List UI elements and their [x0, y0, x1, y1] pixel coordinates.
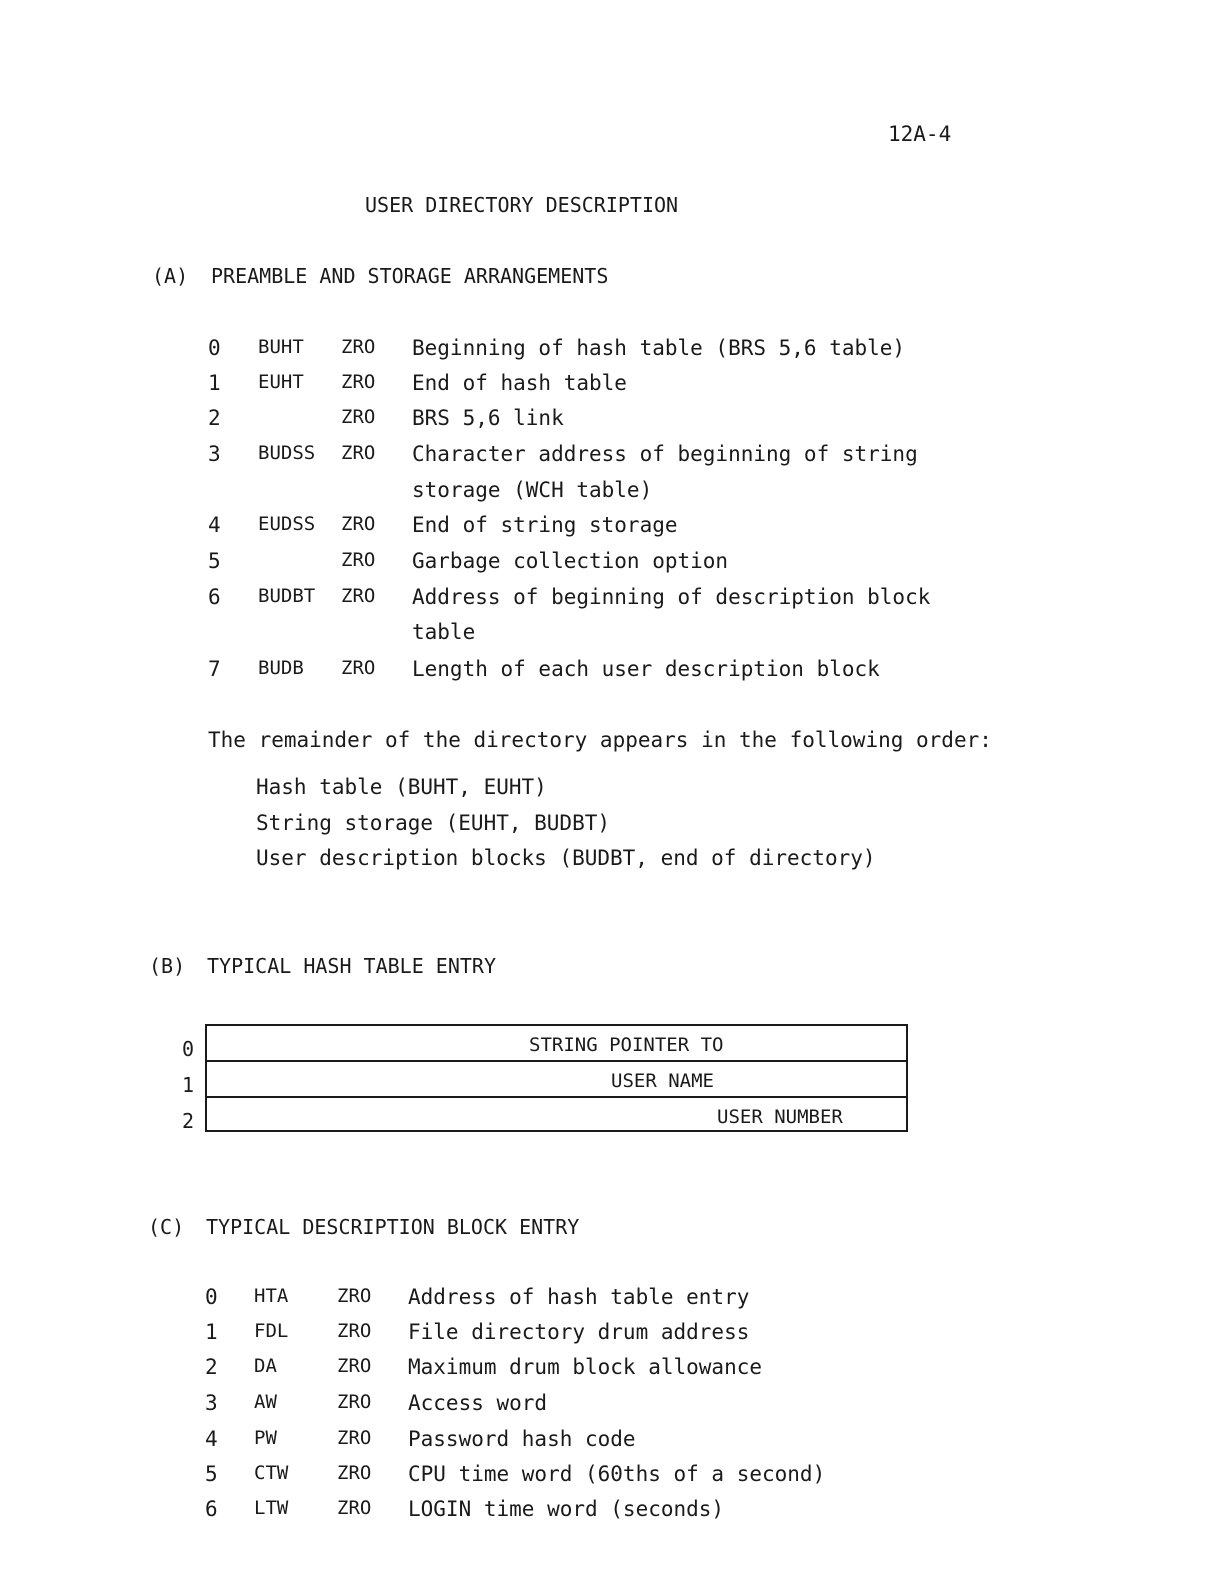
row-symbol: AW	[254, 1391, 277, 1413]
row-operation: ZRO	[337, 1497, 372, 1519]
remainder-item: User description blocks (BUDBT, end of directory)	[256, 846, 876, 870]
row-symbol: HTA	[254, 1285, 289, 1307]
hash-word-text: STRING POINTER TO	[529, 1034, 724, 1056]
row-symbol: EUDSS	[258, 513, 316, 535]
row-symbol: PW	[254, 1427, 277, 1449]
preamble-row	[0, 513, 1224, 549]
row-index: 5	[208, 549, 221, 573]
row-operation: ZRO	[341, 513, 376, 535]
row-operation: ZRO	[337, 1320, 372, 1342]
hash-table-entry-diagram	[205, 1024, 908, 1132]
row-description: BRS 5,6 link	[412, 406, 564, 430]
row-symbol: BUDBT	[258, 585, 316, 607]
description-block-row	[0, 1462, 1224, 1498]
row-description: Password hash code	[408, 1427, 636, 1451]
hash-row-index: 0	[182, 1037, 195, 1061]
row-description: Address of beginning of description block	[412, 585, 931, 609]
row-description: table	[412, 620, 476, 644]
row-index: 4	[205, 1427, 218, 1451]
section-a-heading: PREAMBLE AND STORAGE ARRANGEMENTS	[211, 264, 609, 288]
preamble-row	[0, 336, 1224, 372]
preamble-row-continuation	[0, 620, 1224, 656]
row-symbol: CTW	[254, 1462, 289, 1484]
row-index: 6	[205, 1497, 218, 1521]
row-description: Maximum drum block allowance	[408, 1355, 763, 1379]
description-block-row	[0, 1497, 1224, 1533]
row-description: Beginning of hash table (BRS 5,6 table)	[412, 336, 906, 360]
row-index: 1	[208, 371, 221, 395]
section-b-heading: TYPICAL HASH TABLE ENTRY	[207, 954, 496, 978]
description-block-row	[0, 1285, 1224, 1321]
row-index: 3	[208, 442, 221, 466]
row-description: End of string storage	[412, 513, 678, 537]
page-number: 12A-4	[888, 122, 952, 146]
hash-row-index: 2	[182, 1109, 195, 1133]
row-description: End of hash table	[412, 371, 627, 395]
row-operation: ZRO	[337, 1462, 372, 1484]
row-operation: ZRO	[337, 1427, 372, 1449]
row-symbol: FDL	[254, 1320, 289, 1342]
row-description: Access word	[408, 1391, 548, 1415]
row-description: Character address of beginning of string	[412, 442, 918, 466]
row-operation: ZRO	[341, 406, 376, 428]
row-operation: ZRO	[337, 1355, 372, 1377]
remainder-intro: The remainder of the directory appears in the following order:	[208, 728, 992, 752]
remainder-item: String storage (EUHT, BUDBT)	[256, 811, 611, 835]
row-description: File directory drum address	[408, 1320, 750, 1344]
description-block-row	[0, 1427, 1224, 1463]
row-index: 0	[208, 336, 221, 360]
preamble-row	[0, 585, 1224, 621]
preamble-row	[0, 442, 1224, 478]
row-symbol: DA	[254, 1355, 277, 1377]
preamble-row	[0, 406, 1224, 442]
row-description: CPU time word (60ths of a second)	[408, 1462, 826, 1486]
row-symbol: BUHT	[258, 336, 304, 358]
description-block-row	[0, 1320, 1224, 1356]
row-index: 5	[205, 1462, 218, 1486]
row-index: 0	[205, 1285, 218, 1309]
row-operation: ZRO	[341, 657, 376, 679]
row-description: Length of each user description block	[412, 657, 880, 681]
row-operation: ZRO	[341, 585, 376, 607]
description-block-row	[0, 1355, 1224, 1391]
row-operation: ZRO	[341, 371, 376, 393]
row-index: 2	[205, 1355, 218, 1379]
preamble-row	[0, 371, 1224, 407]
row-description: Garbage collection option	[412, 549, 729, 573]
row-operation: ZRO	[337, 1285, 372, 1307]
row-operation: ZRO	[341, 336, 376, 358]
row-symbol: BUDSS	[258, 442, 316, 464]
hash-row-index: 1	[182, 1073, 195, 1097]
hash-table-word	[207, 1026, 906, 1062]
row-index: 6	[208, 585, 221, 609]
row-index: 3	[205, 1391, 218, 1415]
document-title: USER DIRECTORY DESCRIPTION	[365, 193, 679, 217]
row-description: storage (WCH table)	[412, 478, 653, 502]
row-symbol: EUHT	[258, 371, 304, 393]
row-index: 7	[208, 657, 221, 681]
remainder-item: Hash table (BUHT, EUHT)	[256, 775, 547, 799]
section-a-label: (A)	[152, 264, 189, 288]
preamble-row-continuation	[0, 478, 1224, 514]
description-block-row	[0, 1391, 1224, 1427]
row-operation: ZRO	[341, 442, 376, 464]
preamble-row	[0, 657, 1224, 693]
section-c-label: (C)	[148, 1215, 185, 1239]
row-index: 1	[205, 1320, 218, 1344]
row-operation: ZRO	[341, 549, 376, 571]
hash-word-text: USER NUMBER	[717, 1106, 843, 1128]
preamble-row	[0, 549, 1224, 585]
row-symbol: LTW	[254, 1497, 289, 1519]
row-operation: ZRO	[337, 1391, 372, 1413]
row-description: Address of hash table entry	[408, 1285, 750, 1309]
hash-word-text: USER NAME	[611, 1070, 714, 1092]
hash-table-word	[207, 1098, 906, 1134]
row-description: LOGIN time word (seconds)	[408, 1497, 725, 1521]
hash-table-word	[207, 1062, 906, 1098]
row-symbol: BUDB	[258, 657, 304, 679]
section-b-label: (B)	[149, 954, 186, 978]
section-c-heading: TYPICAL DESCRIPTION BLOCK ENTRY	[206, 1215, 580, 1239]
row-index: 4	[208, 513, 221, 537]
row-index: 2	[208, 406, 221, 430]
